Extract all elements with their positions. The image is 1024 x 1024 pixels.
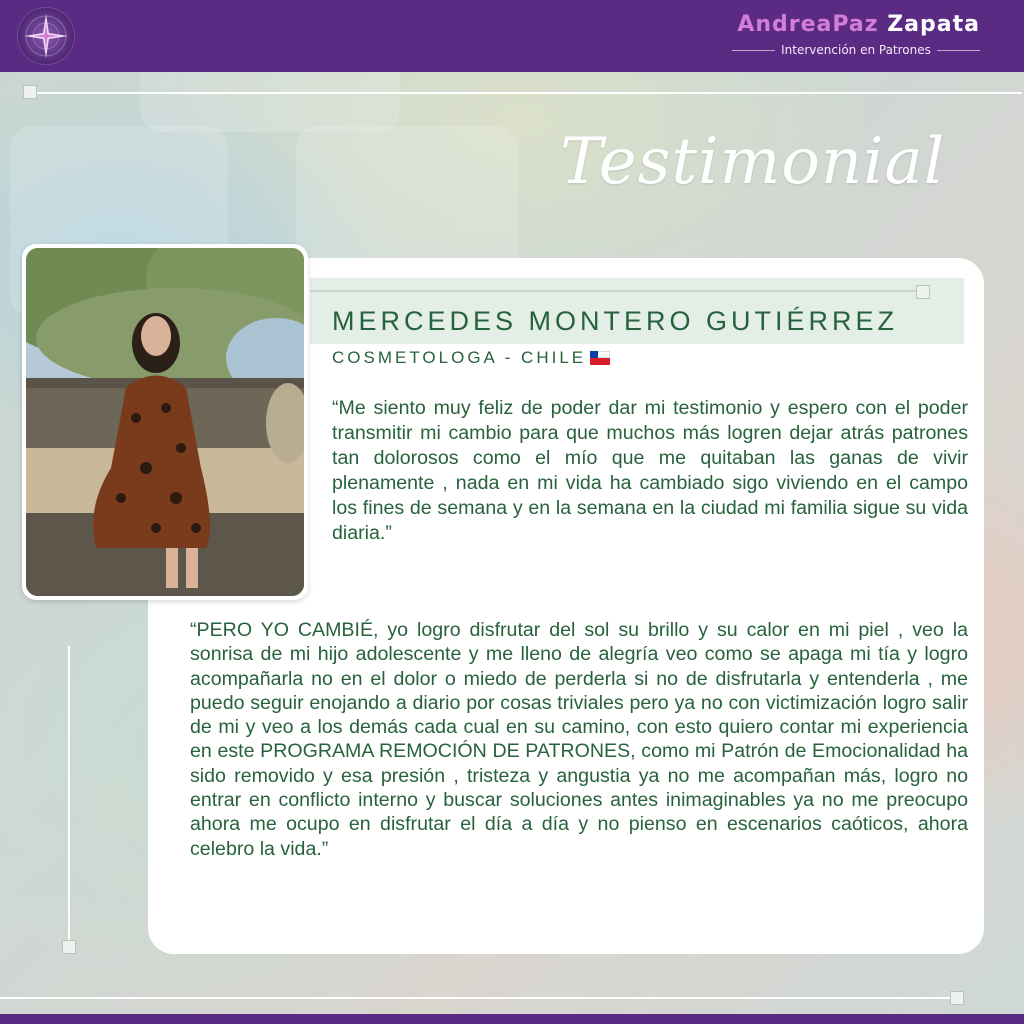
top-divider-square xyxy=(23,85,37,99)
brand-name xyxy=(720,12,980,37)
testimonial-title: Testimonial xyxy=(560,125,946,199)
ghost-panel-top xyxy=(140,72,400,132)
chile-flag-icon xyxy=(590,351,610,365)
left-vertical-square xyxy=(62,940,76,954)
tagline-divider-left xyxy=(732,50,775,51)
ghost-panel-center xyxy=(296,126,518,276)
brand-first-name: AndreaPaz xyxy=(737,12,879,37)
tagline-divider-right xyxy=(937,50,980,51)
person-occupation xyxy=(332,348,692,368)
occupation-text: COSMETOLOGA - CHILE xyxy=(332,348,587,367)
compass-star-logo-icon xyxy=(18,8,74,64)
brand-tagline xyxy=(732,43,980,57)
person-photo xyxy=(26,248,304,596)
name-band-line xyxy=(310,290,922,292)
testimonial-quote-first: “Me siento muy feliz de poder dar mi testimonio y espero con el poder transmitir mi cambio para que muchos más logren dejar atrás patrones tan dolorosos como el mío que me quitaban las ganas de vivir plenamente , nada en mi vida ha cambiado sigo viviendo en el campo los fines de semana y en la semana en la ciudad mi familia sigue su vida diaria.” xyxy=(332,397,968,544)
tagline-text: Intervención en Patrones xyxy=(781,43,931,57)
footer-bar xyxy=(0,1014,1024,1024)
name-band-square xyxy=(916,285,930,299)
bottom-divider-line xyxy=(0,997,960,999)
testimonial-quote-second: “PERO YO CAMBIÉ, yo logro disfrutar del sol su brillo y su calor en mi piel , veo la sonrisa de mi hijo adolescente y me lleno de alegría veo como se apaga mi tía y logro acompañarla no en el dolor o miedo de perderla si no de disfrutarla y entenderla , me puedo seguir enojando a diario por cosas triviales pero ya no con victimización logro salir de mi y veo a los demás cada cual en su camino, con esto quiero contar mi experiencia en este PROGRAMA REMOCIÓN DE PATRONES, como mi Patrón de Emocionalidad ha sido removido y esa presión , tristeza y angustia ya no me acompañan más, logro no entrar en conflicto interno y buscar soluciones antes inimaginables ya no me preocupo ahora me ocupo en disfrutar el día a día y no pienso en escenarios caóticos, ahora celebro la vida.” xyxy=(190,619,968,860)
brand-last-name: Zapata xyxy=(887,12,980,37)
left-vertical-line xyxy=(68,646,70,942)
top-divider-line xyxy=(36,92,1022,94)
header-bar xyxy=(0,0,1024,72)
person-name: MERCEDES MONTERO GUTIÉRREZ xyxy=(332,306,899,336)
bottom-divider-square xyxy=(950,991,964,1005)
